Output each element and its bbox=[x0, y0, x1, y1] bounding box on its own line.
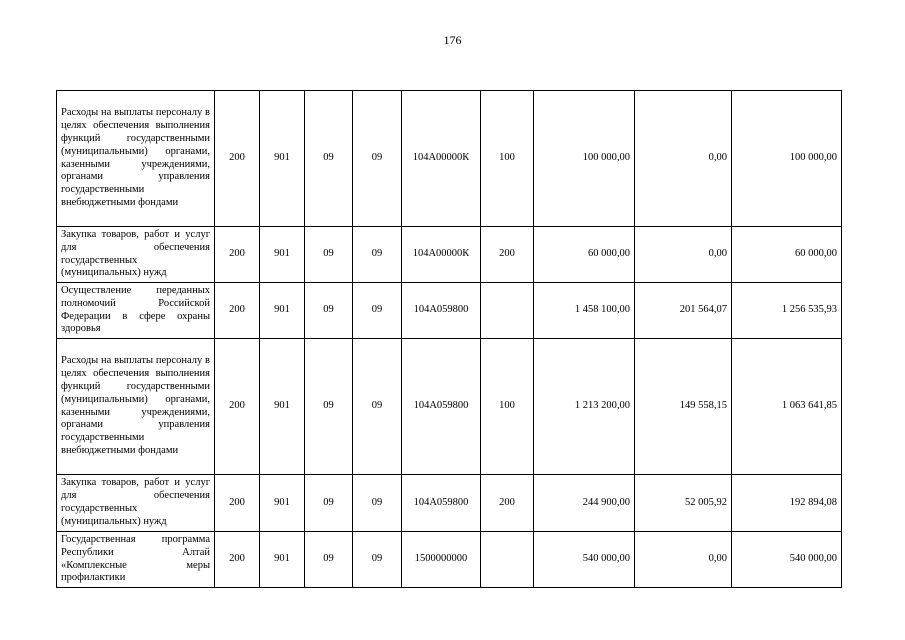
row-remainder: 192 894,08 bbox=[732, 475, 842, 532]
row-code: 200 bbox=[215, 283, 260, 339]
row-ministry: 901 bbox=[260, 91, 305, 227]
row-ministry: 901 bbox=[260, 283, 305, 339]
row-expense-type bbox=[481, 532, 534, 588]
row-target-article: 104А059800 bbox=[402, 475, 481, 532]
row-subsection: 09 bbox=[353, 227, 402, 283]
row-section: 09 bbox=[305, 227, 353, 283]
row-plan: 1 213 200,00 bbox=[534, 339, 635, 475]
row-code: 200 bbox=[215, 339, 260, 475]
row-subsection: 09 bbox=[353, 339, 402, 475]
row-target-article: 104А00000К bbox=[402, 227, 481, 283]
table-row bbox=[57, 532, 842, 588]
row-expense-type bbox=[481, 283, 534, 339]
row-ministry: 901 bbox=[260, 227, 305, 283]
row-section: 09 bbox=[305, 339, 353, 475]
table-row bbox=[57, 475, 842, 532]
row-plan: 244 900,00 bbox=[534, 475, 635, 532]
row-name: Расходы на выплаты персоналу в целях обеспечения выполнения функций государственными (муниципальными) органами, казенными учреждениями, органами управления государственными внебюджетными фондами bbox=[57, 339, 215, 475]
row-plan: 100 000,00 bbox=[534, 91, 635, 227]
row-executed: 0,00 bbox=[635, 91, 732, 227]
row-subsection: 09 bbox=[353, 475, 402, 532]
table-row bbox=[57, 227, 842, 283]
row-expense-type: 200 bbox=[481, 227, 534, 283]
row-plan: 60 000,00 bbox=[534, 227, 635, 283]
row-subsection: 09 bbox=[353, 283, 402, 339]
row-subsection: 09 bbox=[353, 91, 402, 227]
row-name: Закупка товаров, работ и услуг для обеспечения государственных (муниципальных) нужд bbox=[57, 475, 215, 532]
row-remainder: 540 000,00 bbox=[732, 532, 842, 588]
row-ministry: 901 bbox=[260, 339, 305, 475]
row-expense-type: 200 bbox=[481, 475, 534, 532]
row-code: 200 bbox=[215, 475, 260, 532]
row-code: 200 bbox=[215, 91, 260, 227]
row-executed: 0,00 bbox=[635, 532, 732, 588]
row-executed: 149 558,15 bbox=[635, 339, 732, 475]
row-code: 200 bbox=[215, 532, 260, 588]
row-target-article: 104А059800 bbox=[402, 339, 481, 475]
row-ministry: 901 bbox=[260, 475, 305, 532]
row-plan: 540 000,00 bbox=[534, 532, 635, 588]
page-number: 176 bbox=[443, 33, 462, 47]
row-section: 09 bbox=[305, 91, 353, 227]
row-code: 200 bbox=[215, 227, 260, 283]
row-remainder: 1 256 535,93 bbox=[732, 283, 842, 339]
row-name: Расходы на выплаты персоналу в целях обеспечения выполнения функций государственными (муниципальными) органами, казенными учреждениями, органами управления государственными внебюджетными фондами bbox=[57, 91, 215, 227]
row-name: Государственная программа Республики Алтай «Комплексные меры профилактики bbox=[57, 532, 215, 588]
row-remainder: 100 000,00 bbox=[732, 91, 842, 227]
row-executed: 52 005,92 bbox=[635, 475, 732, 532]
row-target-article: 104А059800 bbox=[402, 283, 481, 339]
table-row bbox=[57, 283, 842, 339]
row-section: 09 bbox=[305, 475, 353, 532]
row-section: 09 bbox=[305, 283, 353, 339]
row-expense-type: 100 bbox=[481, 339, 534, 475]
row-name: Закупка товаров, работ и услуг для обеспечения государственных (муниципальных) нужд bbox=[57, 227, 215, 283]
row-executed: 0,00 bbox=[635, 227, 732, 283]
row-executed: 201 564,07 bbox=[635, 283, 732, 339]
row-name: Осуществление переданных полномочий Российской Федерации в сфере охраны здоровья bbox=[57, 283, 215, 339]
row-remainder: 1 063 641,85 bbox=[732, 339, 842, 475]
row-expense-type: 100 bbox=[481, 91, 534, 227]
table-row bbox=[57, 91, 842, 227]
row-target-article: 1500000000 bbox=[402, 532, 481, 588]
row-subsection: 09 bbox=[353, 532, 402, 588]
row-target-article: 104А00000К bbox=[402, 91, 481, 227]
budget-table bbox=[56, 90, 842, 588]
row-remainder: 60 000,00 bbox=[732, 227, 842, 283]
row-ministry: 901 bbox=[260, 532, 305, 588]
row-plan: 1 458 100,00 bbox=[534, 283, 635, 339]
row-section: 09 bbox=[305, 532, 353, 588]
table-row bbox=[57, 339, 842, 475]
